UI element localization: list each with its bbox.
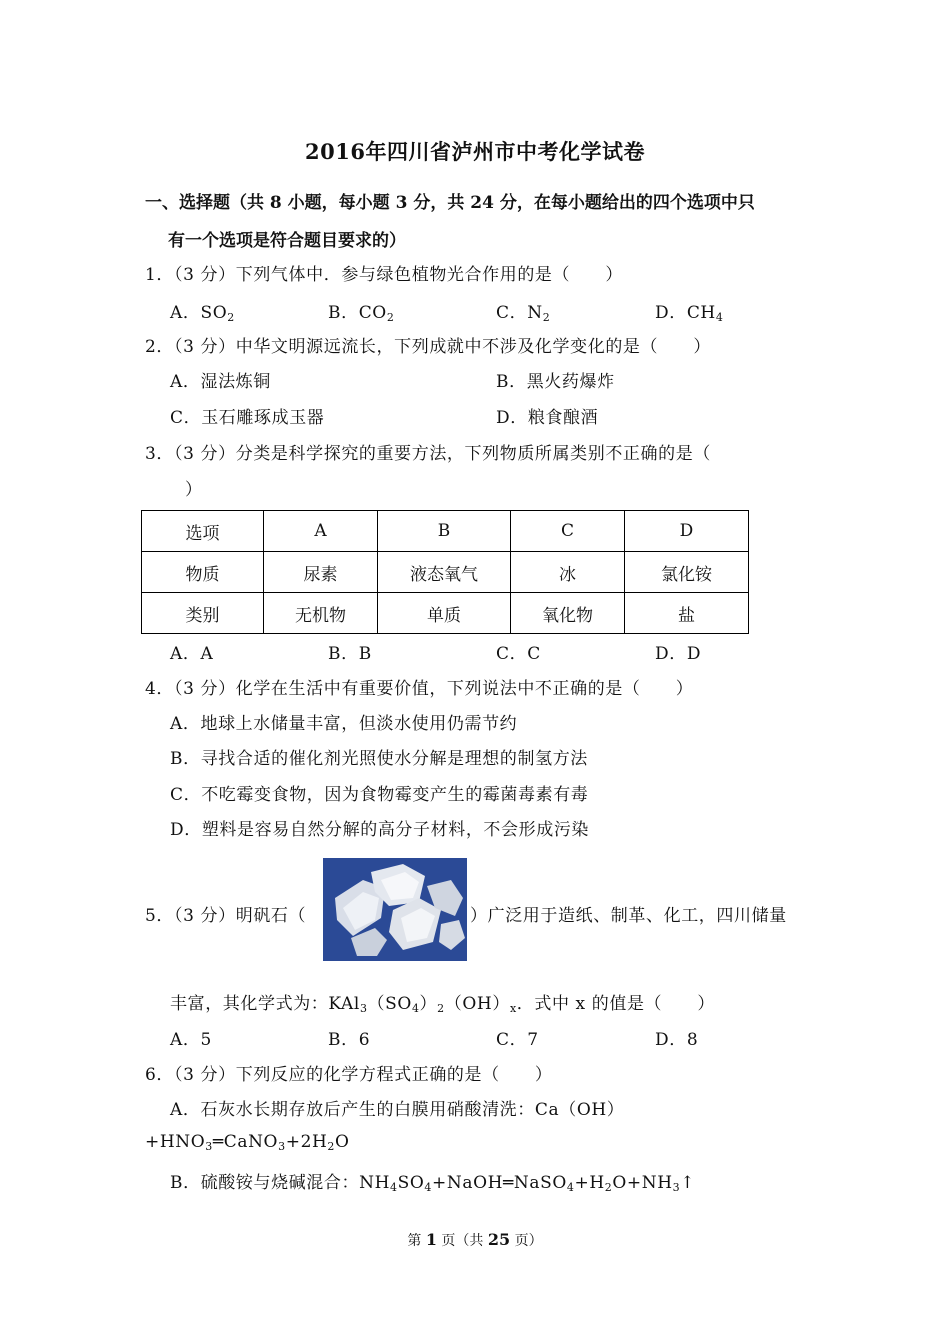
- alunite-crystal-image: [323, 858, 467, 961]
- question-2-stem: 2．（3 分）中华文明源远流长，下列成就中不涉及化学变化的是（ ）: [145, 337, 711, 357]
- question-5-stem-post: ）广泛用于造纸、制革、化工，四川储量: [470, 906, 787, 926]
- q4-option-a: A．地球上水储量丰富，但淡水使用仍需节约: [170, 714, 518, 734]
- q2-option-b: B．黑火药爆炸: [496, 372, 615, 392]
- table-cell: 盐: [625, 593, 749, 634]
- table-row: [142, 552, 749, 593]
- q2-option-d: D．粮食酿酒: [496, 408, 599, 428]
- table-row: [142, 511, 749, 552]
- q1-option-b: B．$CO_2$: [328, 303, 395, 324]
- table-cell: D: [625, 511, 749, 552]
- table-cell: 类别: [142, 593, 264, 634]
- q3-option-b: B．B: [328, 644, 372, 664]
- alunite-photo: [323, 858, 467, 961]
- table-cell: 物质: [142, 552, 264, 593]
- q6-option-b: B．硫酸铵与烧碱混合：$NH_4SO_4+NaOH═NaSO_4+H_2O+NH_3↑$: [170, 1173, 696, 1194]
- q1-option-d: D．$CH_4$: [655, 303, 724, 324]
- q5-option-c: C．7: [496, 1030, 539, 1050]
- question-5-stem-pre: 5．（3 分）明矾石（: [145, 906, 307, 926]
- table-cell: A: [264, 511, 378, 552]
- q4-option-c: C．不吃霉变食物，因为食物霉变产生的霉菌毒素有毒: [170, 785, 589, 805]
- table-cell: 液态氧气: [378, 552, 511, 593]
- q1-option-c: C．$N_2$: [496, 303, 551, 324]
- question-5-formula-line: 丰富，其化学式为：$KAl_3(SO_4)_2(OH)_x$．式中 x 的值是（ ）: [170, 994, 715, 1015]
- section-heading-line2: 有一个选项是符合题目要求的）: [168, 231, 406, 251]
- question-4-stem: 4．（3 分）化学在生活中有重要价值，下列说法中不正确的是（ ）: [145, 679, 694, 699]
- q4-option-b: B．寻找合适的催化剂光照使水分解是理想的制氢方法: [170, 749, 588, 769]
- table-cell: 氧化物: [511, 593, 625, 634]
- q6-option-a-line2: $+HNO_3═CaNO_3+2H_2O$: [145, 1132, 350, 1153]
- classification-table: [141, 510, 749, 634]
- table-cell: 氯化铵: [625, 552, 749, 593]
- exam-title: 2016年四川省泸州市中考化学试卷: [305, 139, 645, 164]
- table-cell: 冰: [511, 552, 625, 593]
- q6-option-a-line1: A．石灰水长期存放后产生的白膜用硝酸清洗：Ca（OH）: [170, 1100, 625, 1120]
- table-cell: B: [378, 511, 511, 552]
- q5-option-d: D．8: [655, 1030, 699, 1050]
- table-cell: C: [511, 511, 625, 552]
- question-1-stem: 1．（3 分）下列气体中．参与绿色植物光合作用的是（ ）: [145, 265, 623, 285]
- page-footer: 第 1 页（共 25 页）: [407, 1230, 543, 1249]
- q5-option-b: B．6: [328, 1030, 371, 1050]
- q3-option-c: C．C: [496, 644, 541, 664]
- q4-option-d: D．塑料是容易自然分解的高分子材料，不会形成污染: [170, 820, 590, 840]
- table-row: [142, 593, 749, 634]
- table-cell: 单质: [378, 593, 511, 634]
- question-3-stem: 3．（3 分）分类是科学探究的重要方法，下列物质所属类别不正确的是（: [145, 444, 711, 464]
- q3-option-d: D．D: [655, 644, 702, 664]
- table-cell: 尿素: [264, 552, 378, 593]
- question-6-stem: 6．（3 分）下列反应的化学方程式正确的是（ ）: [145, 1065, 553, 1085]
- section-heading-line1: 一、选择题（共 8 小题，每小题 3 分，共 24 分，在每小题给出的四个选项中只: [145, 193, 755, 213]
- q3-option-a: A．A: [170, 644, 214, 664]
- q2-option-a: A．湿法炼铜: [170, 372, 271, 392]
- q5-option-a: A．5: [170, 1030, 212, 1050]
- q1-option-a: A．$SO_2$: [170, 303, 235, 324]
- table-cell: 无机物: [264, 593, 378, 634]
- table-cell: 选项: [142, 511, 264, 552]
- q2-option-c: C．玉石雕琢成玉器: [170, 408, 325, 428]
- question-3-stem-end: ）: [185, 480, 203, 500]
